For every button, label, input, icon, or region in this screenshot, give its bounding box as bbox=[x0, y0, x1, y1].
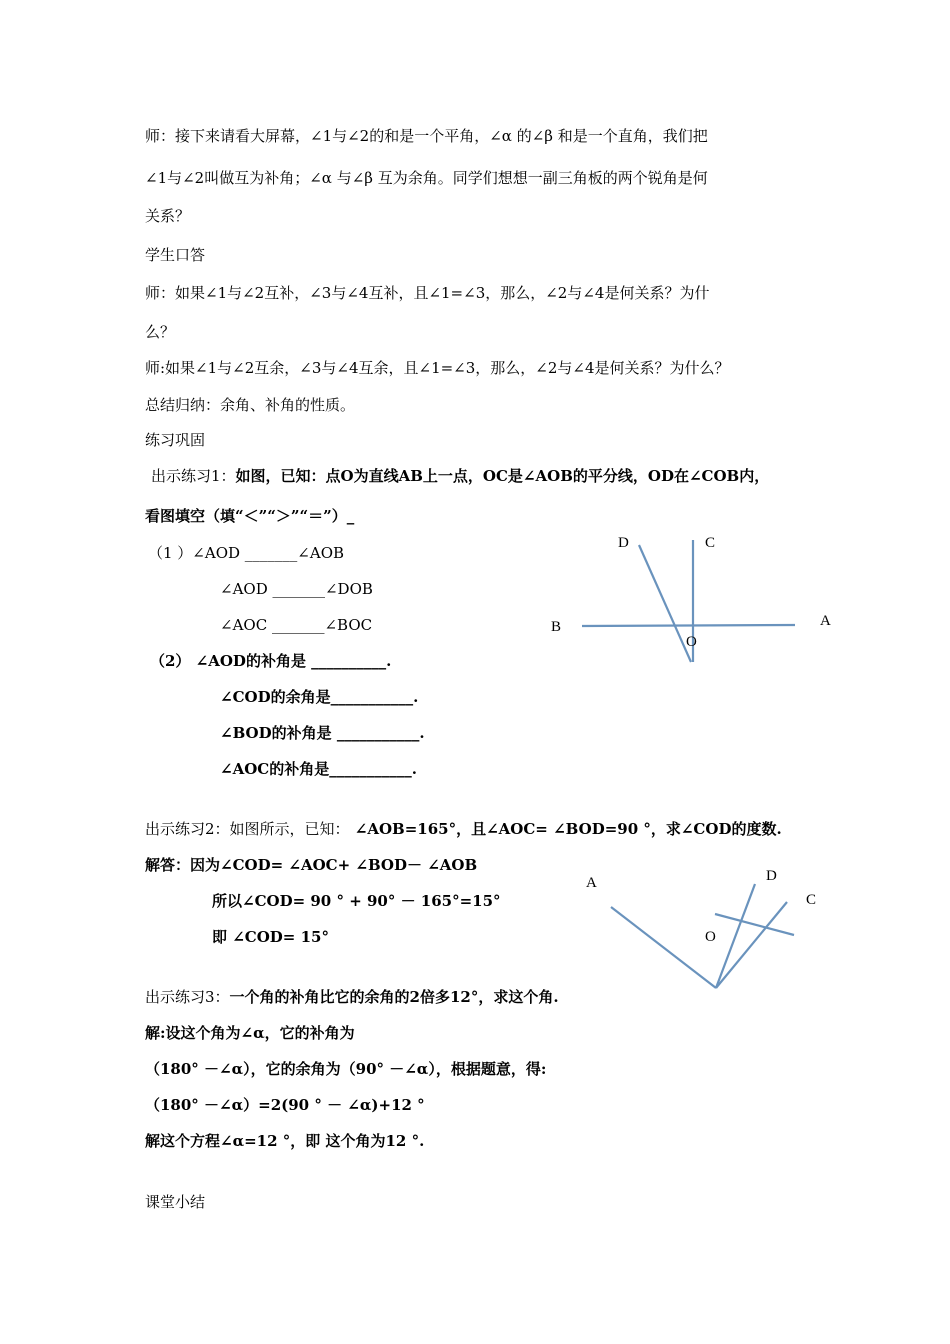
exercise-1-title bbox=[151, 466, 769, 486]
ray-od bbox=[716, 884, 755, 988]
question-1-line-1: 师：如果∠1与∠2互补，∠3与∠4互补，且∠1=∠3，那么，∠2与∠4是何关系？为什 bbox=[145, 284, 710, 302]
exercise-2-title-prefix: 出示练习2：如图所示，已知： bbox=[145, 820, 350, 838]
exercise-3-solution-4: 解这个方程∠α=12 °，即 这个角为12 °. bbox=[145, 1132, 425, 1150]
exercise-1-part-2-a: （2） ∠AOD的补角是 __________. bbox=[150, 652, 392, 670]
exercise-3-solution-1: 解:设这个角为∠α，它的补角为 bbox=[145, 1024, 355, 1042]
exercise-3-title bbox=[145, 987, 559, 1007]
exercise-2-title-bold: ∠AOB=165°，且∠AOC= ∠BOD=90 °，求∠COD的度数. bbox=[349, 820, 782, 838]
exercise-1-part-1-a: （1 ）∠AOD _______∠AOB bbox=[148, 544, 345, 562]
label-a: A bbox=[586, 875, 597, 891]
label-d: D bbox=[618, 535, 629, 551]
exercise-1-instruction: 看图填空（填“＜”“＞”“＝”）_ bbox=[145, 507, 355, 525]
exercise-1-part-1-c: ∠AOC _______∠BOC bbox=[220, 616, 373, 634]
exercise-2-solution-3: 即 ∠COD= 15° bbox=[212, 928, 329, 946]
intro-line-3: 关系？ bbox=[145, 207, 191, 225]
closing-heading: 课堂小结 bbox=[145, 1193, 206, 1211]
label-c: C bbox=[705, 535, 716, 551]
exercise-3-solution-2: （180° －∠α），它的余角为（90° －∠α），根据题意，得: bbox=[145, 1060, 547, 1078]
question-2: 师:如果∠1与∠2互余，∠3与∠4互余，且∠1=∠3，那么，∠2与∠4是何关系？为什么？ bbox=[145, 359, 730, 377]
exercise-2-figure bbox=[575, 860, 825, 995]
ray-oa bbox=[611, 907, 716, 988]
intro-line-2: ∠1与∠2叫做互为补角；∠α 与∠β 互为余角。同学们想想一副三角板的两个锐角是何 bbox=[145, 169, 708, 187]
student-answer: 学生口答 bbox=[145, 246, 206, 264]
label-a: A bbox=[820, 613, 831, 629]
exercise-1-title-bold: 如图，已知：点O为直线AB上一点，OC是∠AOB的平分线，OD在∠COB内， bbox=[235, 467, 770, 485]
question-1-line-2: 么？ bbox=[145, 323, 176, 341]
exercise-1-part-1-b: ∠AOD _______∠DOB bbox=[220, 580, 373, 598]
exercise-1-part-2-d: ∠AOC的补角是___________. bbox=[220, 760, 417, 778]
exercise-2-solution-2: 所以∠COD= 90 ° + 90° － 165°=15° bbox=[212, 892, 501, 910]
label-o: O bbox=[686, 634, 697, 650]
exercise-3-solution-3: （180° －∠α）=2(90 ° － ∠α)+12 ° bbox=[145, 1096, 425, 1114]
exercise-1-figure bbox=[540, 525, 850, 685]
exercise-1-part-2-b: ∠COD的余角是___________. bbox=[220, 688, 419, 706]
ray-od bbox=[639, 545, 691, 662]
line-ba bbox=[582, 625, 795, 626]
exercise-3-title-prefix: 出示练习3： bbox=[145, 988, 230, 1006]
intro-line-1: 师：接下来请看大屏幕，∠1与∠2的和是一个平角，∠α 的∠β 和是一个直角，我们把 bbox=[145, 127, 708, 145]
summary: 总结归纳：余角、补角的性质。 bbox=[145, 396, 356, 414]
exercise-1-title-prefix: 出示练习1： bbox=[151, 467, 236, 485]
exercise-3-title-bold: 一个角的补角比它的余角的2倍多12°，求这个角. bbox=[229, 988, 559, 1006]
practice-heading: 练习巩固 bbox=[145, 431, 206, 449]
label-b: B bbox=[551, 619, 562, 635]
label-d: D bbox=[766, 868, 777, 884]
exercise-2-title bbox=[145, 819, 782, 839]
label-o: O bbox=[705, 929, 716, 945]
segment-bd bbox=[715, 914, 794, 935]
exercise-2-solution-1: 解答：因为∠COD= ∠AOC+ ∠BOD－ ∠AOB bbox=[145, 856, 478, 874]
label-c: C bbox=[806, 892, 817, 908]
exercise-1-part-2-c: ∠BOD的补角是 ___________. bbox=[220, 724, 425, 742]
ray-oc bbox=[716, 902, 787, 988]
